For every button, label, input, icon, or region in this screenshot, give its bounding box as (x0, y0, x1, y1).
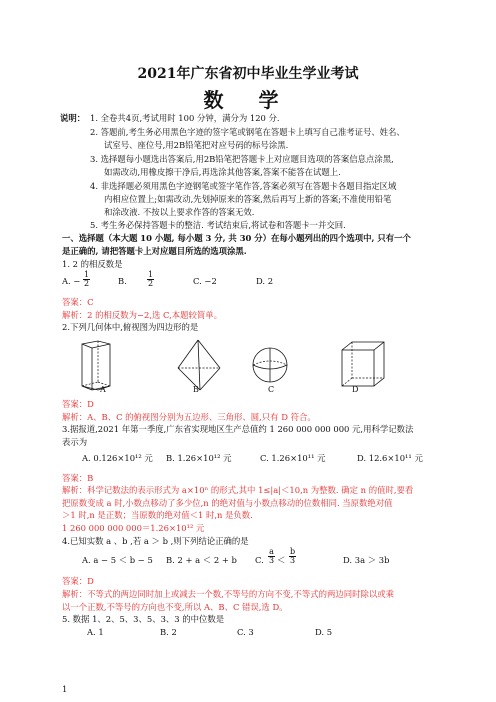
q5-option-b: B. 2 (160, 627, 177, 637)
q3-explanation-line2: 把原数变成 a 时,小数点移动了多少位,n 的绝对值与小数点移动的位数相同. 当原数绝对值 (62, 498, 393, 508)
q1-option-b-den: 2 (148, 279, 154, 288)
q4-option-c-num-a: a (269, 547, 274, 556)
q4-option-d: D. 3a ＞ 3b (343, 555, 390, 565)
q1-option-a-den: 2 (84, 279, 90, 288)
note-line-3: 试室号、座位号,用2B铅笔把对应号码的标号涂黑. (104, 140, 289, 150)
q3-option-d: D. 12.6×10¹¹ 元 (357, 453, 423, 463)
section-heading-line1: 一、选择题（本大题 10 小题, 每小题 3 分, 共 30 分）在每小题列出的四个选项中, 只有一个 (62, 233, 411, 243)
q4-explanation-line1: 解析：不等式的两边同时加上或减去一个数,不等号的方向不变,不等式的两边同时除以或乘 (62, 589, 394, 599)
q1-stem: 1. 2 的相反数是 (62, 259, 123, 269)
q2-figures (70, 338, 400, 400)
q3-option-c: C. 1.26×10¹¹ 元 (260, 453, 326, 463)
q4-option-c-prefix: C. (255, 555, 264, 565)
q2-answer: 答案：D (62, 399, 94, 409)
q1-explanation: 解析：2 的相反数为−2,选 C,本题较简单。 (62, 310, 223, 320)
q4-stem: 4.已知实数 a 、b ,若 a ＞ b ,则下列结论正确的是 (62, 536, 249, 546)
q3-explanation-line1: 解析：科学记数法的表示形式为 a×10ⁿ 的形式,其中 1≤|a|＜10,n 为整数. 确定 n 的值时,要看 (62, 485, 414, 495)
q3-option-b: B. 1.26×10¹² 元 (166, 453, 232, 463)
q2-figure-label-d: D (352, 385, 359, 394)
q2-figure-label-b: B (193, 385, 199, 394)
q1-option-b-num: 1 (148, 270, 154, 279)
q2-stem: 2.下列几何体中,俯视图为四边形的是 (62, 322, 199, 332)
q2-explanation: 解析：A、B、C 的俯视图分别为五边形、三角形、圆,只有 D 符合。 (62, 412, 316, 422)
q4-option-c-den-b: 3 (290, 556, 296, 565)
q5-option-c: C. 3 (237, 627, 254, 637)
q4-explanation-line2: 以一个正数,不等号的方向也不变,所以 A、B、C 错误,选 D。 (62, 602, 288, 612)
q2-figure-label-c: C (268, 385, 275, 394)
note-line-2: 2. 答题前,考生务必用黑色字迹的签字笔或钢笔在答题卡上填写自己准考证号、姓名、 (90, 127, 405, 137)
q3-option-a: A. 0.126×10¹² 元 (82, 453, 153, 463)
q1-option-b-prefix: B. (118, 276, 127, 286)
q1-answer: 答案：C (62, 297, 94, 307)
q1-option-a-fraction (83, 271, 90, 288)
q4-option-c-lt: ＜ (277, 555, 286, 565)
note-line-1: 1. 全卷共4页,考试用时 100 分钟，满分为 120 分. (90, 113, 280, 123)
q4-option-b: B. 2 + a ＜ 2 + b (166, 555, 237, 565)
q4-option-c-fraction-b (289, 548, 296, 565)
q5-option-a: A. 1 (87, 627, 104, 637)
q1-option-b-fraction (147, 271, 154, 288)
q2-figure-label-a: A (100, 385, 106, 394)
subject-title: 数 学 (203, 88, 293, 112)
q4-option-c-den-a: 3 (269, 556, 275, 565)
q1-option-d: D. 2 (256, 276, 274, 286)
exam-title: 2021年广东省初中毕业生学业考试 (137, 66, 359, 82)
q3-explanation-line3: ＞1 时,n 是正数；当原数的绝对值＜1 时,n 是负数. (62, 510, 253, 520)
figure-c-sphere (253, 348, 287, 382)
note-line-5: 如需改动,用橡皮擦干净后,再选涂其他答案,答案不能答在试题上. (104, 167, 341, 177)
q4-option-c-fraction-a (268, 548, 275, 565)
q3-answer: 答案：B (62, 473, 94, 483)
note-line-4: 3. 选择题每小题选出答案后,用2B铅笔把答题卡上对应题目选项的答案信息点涂黑, (90, 154, 394, 164)
section-heading-line2: 是正确的, 请把答题卡上对应题目所选的选项涂黑. (62, 246, 247, 256)
figure-d-cube (342, 342, 384, 386)
q5-option-d: D. 5 (315, 627, 333, 637)
q1-option-a-prefix: A. − (62, 276, 81, 286)
q4-option-c (255, 546, 305, 572)
page-number: 1 (62, 684, 68, 694)
figure-a-pentagonal-prism (82, 341, 110, 390)
q3-stem-line2: 表示为 (62, 437, 88, 447)
q4-answer: 答案：D (62, 576, 94, 586)
q1-option-c: C. −2 (193, 276, 217, 286)
note-line-7: 内相应位置上;如需改动,先划掉原来的答案,然后再写上新的答案;不准使用铅笔 (104, 194, 392, 204)
notes-label: 说明： (60, 113, 86, 123)
q4-option-a: A. a − 5 ＜ b − 5 (82, 555, 153, 565)
q4-option-c-num-b: b (290, 547, 296, 556)
figure-b-pyramid (178, 340, 220, 390)
note-line-6: 4. 非选择题必须用黑色字迹钢笔或签字笔作答,答案必须写在答题卡各题目指定区域 (90, 181, 397, 191)
q3-explanation-line4: 1 260 000 000 000＝1.26×10¹² 元 (62, 523, 205, 533)
q1-option-a-num: 1 (84, 270, 90, 279)
note-line-8: 和涂改液. 不按以上要求作答的答案无效. (104, 207, 255, 217)
q5-stem: 5. 数据 1、2、5、3、5、3、3 的中位数是 (62, 614, 225, 624)
note-line-9: 5. 考生务必保持答题卡的整洁. 考试结束后,将试卷和答题卡一并交回. (90, 220, 346, 230)
q3-stem-line1: 3.据报道,2021 年第一季度,广东省实现地区生产总值约 1 260 000 000 000 元,用科学记数法 (62, 424, 414, 434)
